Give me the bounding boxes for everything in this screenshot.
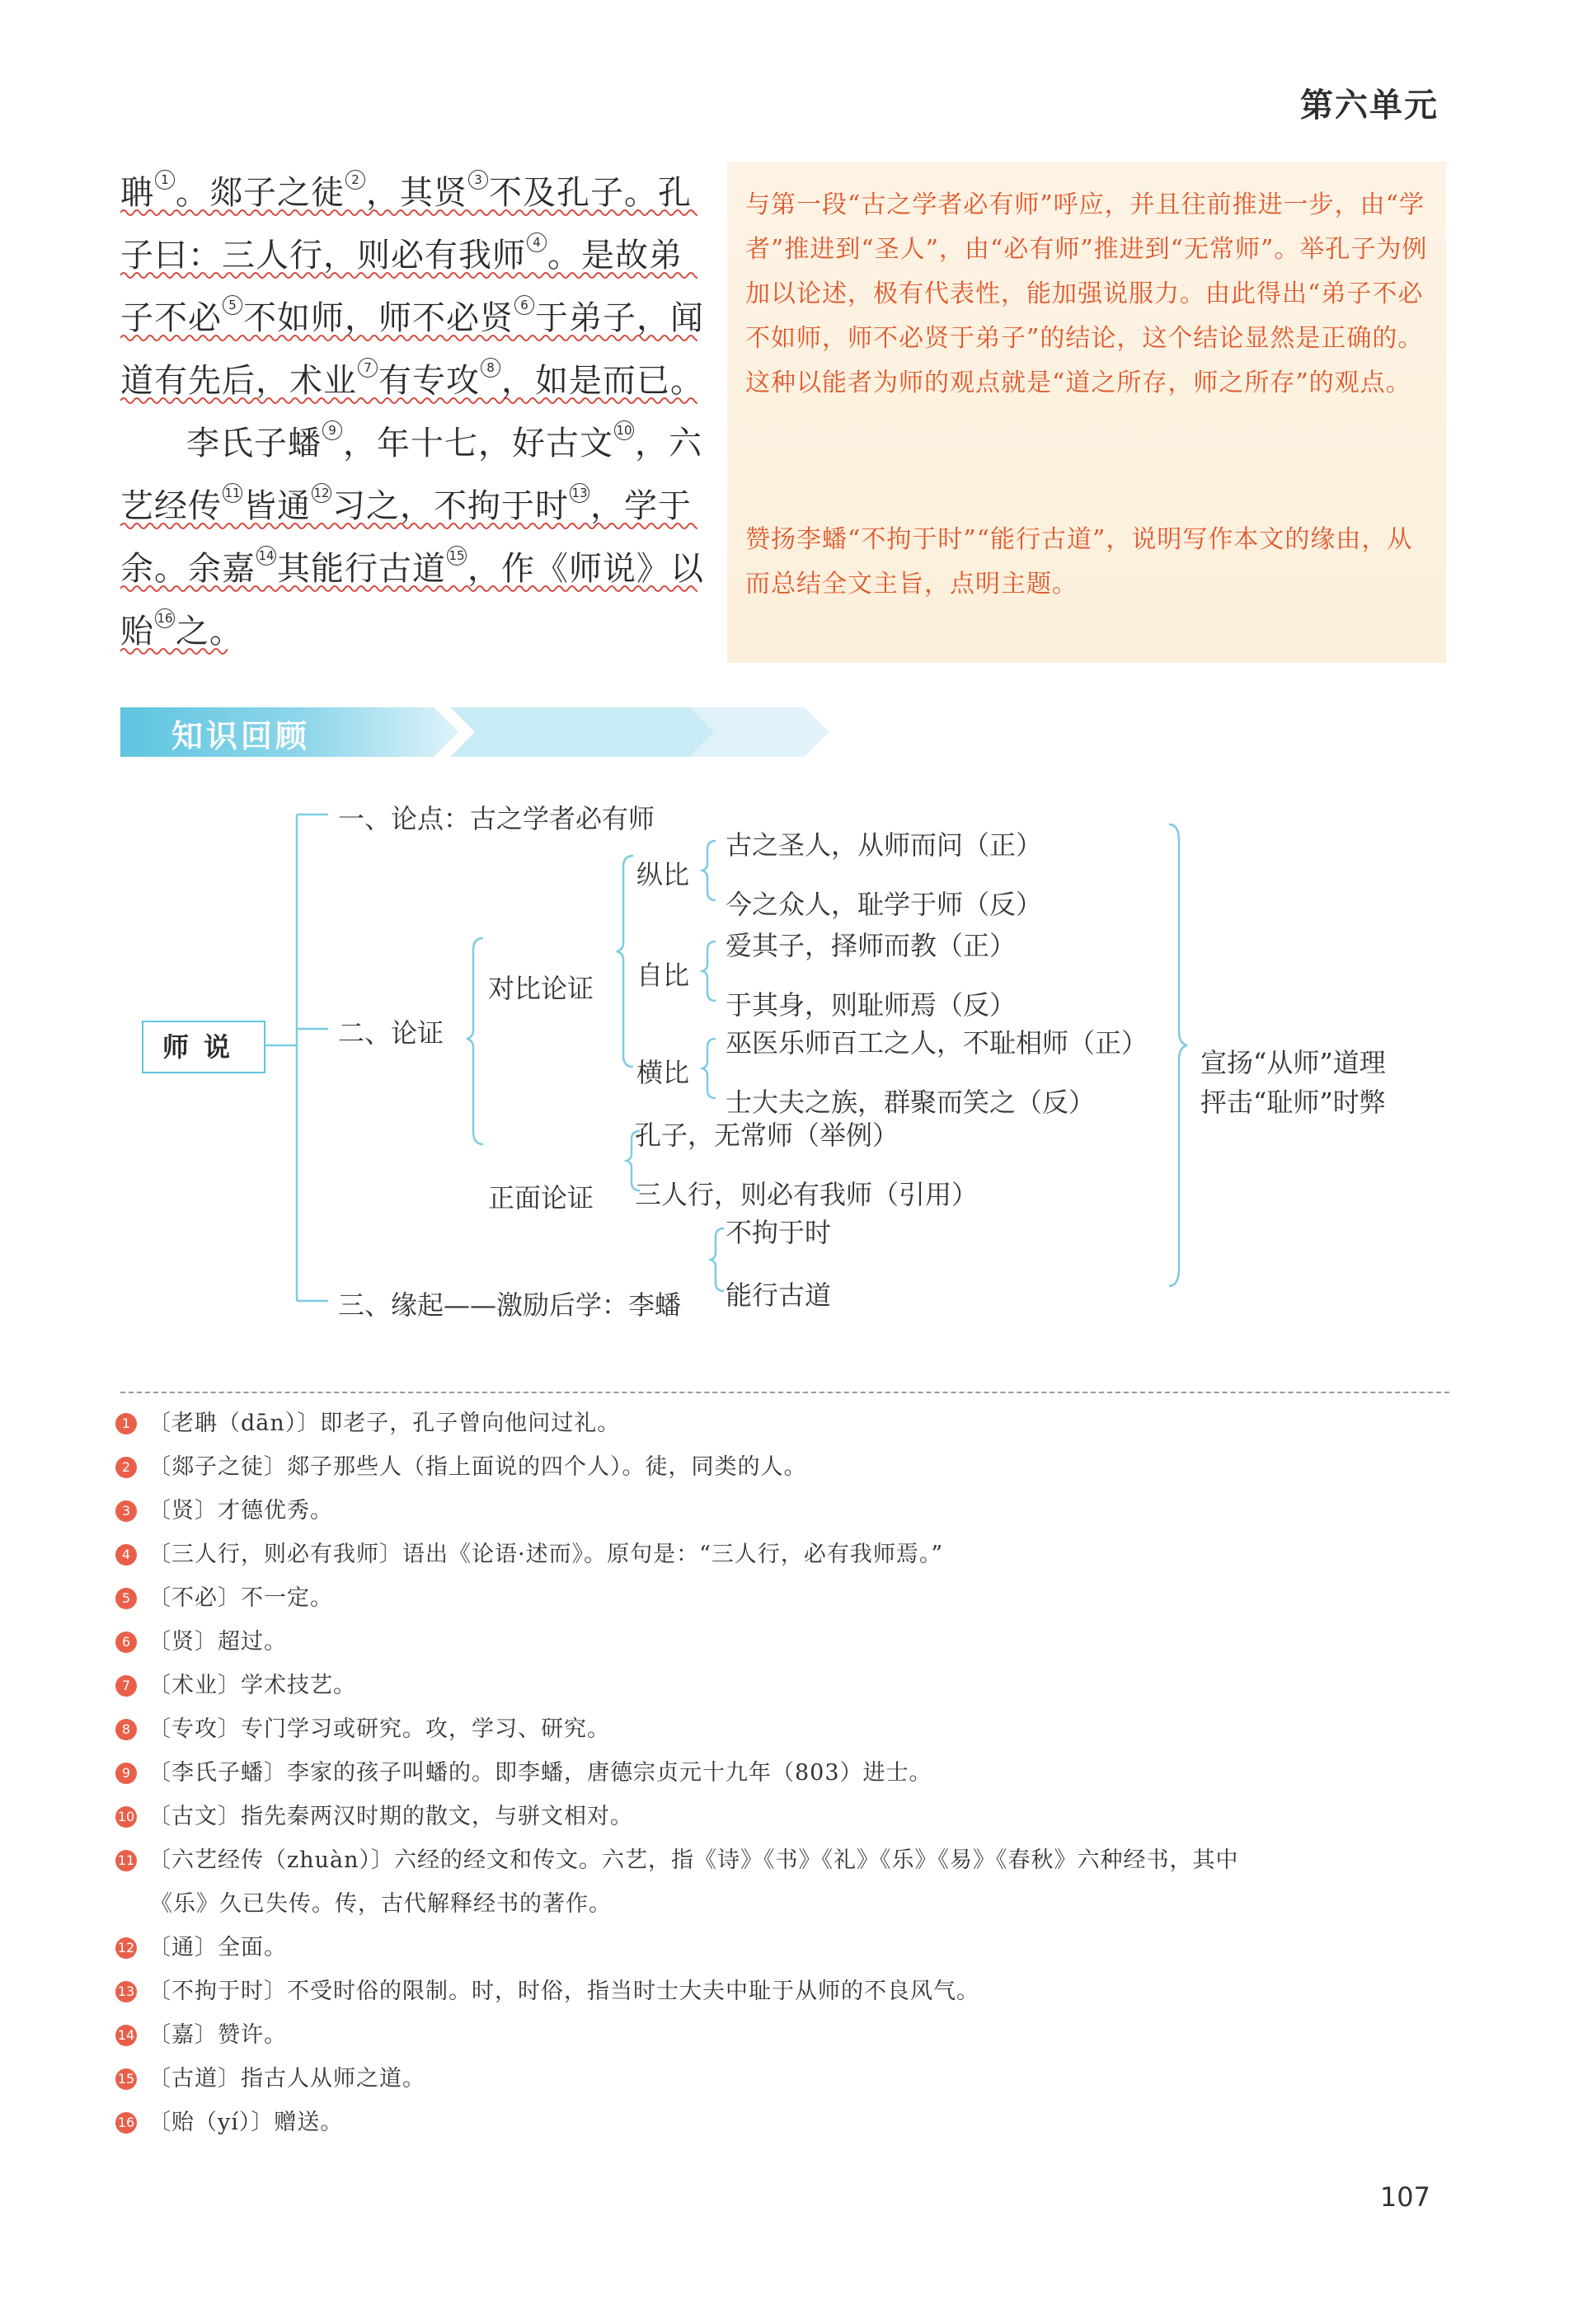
branch-argument: 二、论证	[338, 1017, 444, 1049]
footnote-number: 5	[115, 1588, 137, 1609]
section-title: 知识回顾	[171, 718, 311, 754]
text-segment: 艺经传	[120, 487, 222, 525]
leaf-zongbi-1: 古之圣人，从师而问（正）	[726, 829, 1043, 861]
footnote-item	[115, 1401, 1459, 1445]
text-segment: 不及孔子。孔	[489, 174, 692, 212]
footnote-marker[interactable]: 7	[358, 358, 378, 378]
branch-thesis: 一、论点：古之学者必有师	[338, 803, 655, 834]
node-positive: 正面论证	[488, 1182, 594, 1214]
footnote-continuation: 《乐》久已失传。传，古代解释经书的著作。	[150, 1891, 612, 1917]
text-segment: 不如师，师不必贤	[243, 299, 514, 337]
unit-title: 第六单元	[1300, 87, 1439, 124]
footnote-marker[interactable]: 11	[223, 483, 242, 503]
footnote-text: 〔六艺经传（zhuàn）〕六经的经文和传文。六艺，指《诗》《书》《礼》《乐》《易》《春秋》六种经书，其中	[148, 1847, 1239, 1873]
footnotes	[115, 1401, 1459, 2144]
node-zibi: 自比	[636, 960, 690, 991]
leaf-origin-1: 不拘于时	[726, 1217, 832, 1248]
footnote-number: 8	[115, 1719, 137, 1740]
text-line	[120, 287, 704, 350]
wavy-underline	[120, 521, 697, 531]
wavy-underline	[120, 333, 697, 343]
text-segment: 子不必	[120, 299, 222, 337]
text-line	[120, 350, 704, 412]
footnote-text: 〔三人行，则必有我师〕语出《论语·述而》。原句是：“三人行，必有我师焉。”	[148, 1542, 944, 1567]
text-segment: 。郯子之徒	[176, 174, 345, 212]
footnote-number: 7	[115, 1675, 137, 1697]
footnote-marker[interactable]: 4	[527, 232, 547, 252]
footnote-separator	[120, 1392, 1449, 1393]
footnote-text: 〔贤〕超过。	[148, 1629, 287, 1655]
footnote-item	[115, 1576, 1459, 1620]
footnote-item	[115, 1533, 1459, 1576]
footnote-text: 〔通〕全面。	[148, 1935, 287, 1960]
footnote-text: 〔术业〕学术技艺。	[148, 1673, 356, 1698]
text-segment: 余。余嘉	[120, 550, 256, 588]
footnote-number: 12	[115, 1937, 137, 1959]
wavy-underline	[120, 646, 228, 656]
wavy-underline	[120, 208, 697, 218]
footnote-marker[interactable]: 2	[345, 170, 365, 190]
text-segment: ，六	[635, 425, 702, 462]
node-contrast: 对比论证	[488, 973, 594, 1004]
text-segment: 习之，不拘于时	[332, 487, 569, 525]
text-segment: 之。	[176, 613, 243, 650]
footnote-text: 〔不必〕不一定。	[148, 1585, 333, 1611]
footnote-number: 6	[115, 1631, 137, 1653]
wavy-underline	[120, 396, 697, 406]
mind-map-root	[142, 1021, 265, 1073]
leaf-hengbi-1: 巫医乐师百工之人，不耻相师（正）	[726, 1027, 1148, 1059]
text-segment: ，其贤	[366, 174, 467, 212]
text-segment: 李氏子蟠	[186, 425, 322, 462]
footnote-number: 10	[115, 1806, 137, 1828]
text-line-content	[186, 412, 702, 475]
footnote-marker[interactable]: 3	[468, 170, 488, 190]
footnote-item	[115, 1795, 1459, 1838]
footnote-text: 〔老聃（dān）〕即老子，孔子曾向他问过礼。	[148, 1411, 621, 1436]
footnote-number: 4	[115, 1544, 137, 1566]
conclusion-2: 抨击“耻师”时弊	[1200, 1087, 1386, 1118]
footnote-text: 〔郯子之徒〕郯子那些人（指上面说的四个人）。徒，同类的人。	[148, 1454, 807, 1480]
footnote-item	[115, 1489, 1459, 1533]
footnote-number: 9	[115, 1763, 137, 1784]
wavy-underline	[120, 270, 697, 280]
annotation-1: 与第一段“古之学者必有师”呼应，并且往前推进一步，由“学者”推进到“圣人”，由“必有师”推进到“无常师”。举孔子为例加以论述，极有代表性，能加强说服力。由此得出“弟子不必不如师，师不必贤于弟子”的结论，这个结论显然是正确的。这种以能者为师的观点就是“道之所存，师之所存”的观点。	[745, 190, 1428, 397]
footnote-text: 〔贤〕才德优秀。	[148, 1498, 333, 1524]
leaf-positive-1: 孔子，无常师（举例）	[635, 1120, 899, 1151]
footnote-item	[115, 2013, 1459, 2057]
text-line	[120, 475, 697, 538]
text-line	[120, 412, 702, 475]
footnote-item	[115, 2101, 1459, 2144]
footnote-item	[115, 1445, 1459, 1489]
node-hengbi: 横比	[636, 1057, 690, 1088]
footnote-marker[interactable]: 12	[312, 483, 331, 503]
footnote-marker[interactable]: 13	[570, 483, 589, 503]
footnote-text: 〔不拘于时〕不受时俗的限制。时，时俗，指当时士大夫中耻于从师的不良风气。	[148, 1979, 979, 2004]
text-line	[120, 600, 697, 663]
footnote-marker[interactable]: 14	[256, 546, 276, 566]
text-segment: 于弟子，闻	[535, 299, 704, 337]
footnote-number: 11	[115, 1850, 137, 1871]
text-segment: ，如是而已。	[501, 362, 704, 400]
leaf-zibi-2: 于其身，则耻师焉（反）	[726, 989, 1017, 1021]
text-segment: 聃	[120, 174, 154, 212]
footnote-marker[interactable]: 16	[155, 608, 175, 628]
footnote-number: 16	[115, 2112, 137, 2134]
text-segment: 有专攻	[378, 362, 480, 400]
text-segment: ，学于	[590, 487, 692, 525]
leaf-positive-2: 三人行，则必有我师（引用）	[635, 1179, 979, 1210]
branch-origin: 三、缘起——激励后学：李蟠	[338, 1289, 682, 1321]
text-segment: 贻	[120, 613, 154, 650]
footnote-marker[interactable]: 5	[223, 295, 242, 315]
footnote-item	[115, 1751, 1459, 1795]
footnote-marker[interactable]: 15	[447, 546, 467, 566]
conclusion-1: 宣扬“从师”道理	[1200, 1047, 1386, 1078]
footnote-marker[interactable]: 6	[514, 295, 534, 315]
footnote-number: 15	[115, 2068, 137, 2090]
footnote-number: 2	[115, 1457, 137, 1478]
footnote-marker[interactable]: 8	[481, 358, 500, 378]
footnote-number: 13	[115, 1981, 137, 2002]
annotation-box	[727, 162, 1446, 663]
footnote-number: 3	[115, 1500, 137, 1522]
text-segment: ，作《师说》以	[467, 550, 704, 588]
text-segment: 。是故弟	[547, 237, 683, 275]
text-segment: 子曰：三人行，则必有我师	[120, 237, 526, 275]
footnote-item	[115, 1970, 1459, 2013]
footnote-text: 〔嘉〕赞许。	[148, 2022, 287, 2048]
text-line	[120, 162, 697, 224]
footnote-text: 〔古文〕指先秦两汉时期的散文，与骈文相对。	[148, 1804, 633, 1829]
text-segment: ，年十七，好古文	[343, 425, 613, 462]
root-label: 师说	[162, 1031, 245, 1063]
footnote-item	[115, 2057, 1459, 2101]
text-segment: 其能行古道	[277, 550, 446, 588]
footnote-marker[interactable]: 1	[155, 170, 175, 190]
leaf-hengbi-2: 士大夫之族，群聚而笑之（反）	[726, 1087, 1096, 1118]
footnote-text: 〔古道〕指古人从师之道。	[148, 2066, 425, 2092]
wavy-underline	[120, 584, 697, 594]
footnote-marker[interactable]: 10	[614, 420, 634, 440]
page-number: 107	[1379, 2181, 1430, 2213]
footnote-number: 1	[115, 1413, 137, 1434]
annotation-2: 赞扬李蟠“不拘于时”“能行古道”，说明写作本文的缘由，从而总结全文主旨，点明主题。	[745, 525, 1413, 599]
text-line	[120, 224, 697, 287]
node-zongbi: 纵比	[636, 859, 690, 890]
text-segment: 道有先后，术业	[120, 362, 357, 400]
footnote-text: 〔专攻〕专门学习或研究。攻，学习、研究。	[148, 1716, 610, 1742]
text-segment: 皆通	[243, 487, 311, 525]
mind-map	[0, 791, 1592, 1369]
footnote-item	[115, 1664, 1459, 1707]
main-text	[120, 162, 704, 663]
leaf-zibi-1: 爱其子，择师而教（正）	[726, 930, 1017, 961]
footnote-item	[115, 1838, 1459, 1882]
leaf-zongbi-2: 今之众人，耻学于师（反）	[726, 889, 1043, 920]
text-line	[120, 538, 704, 600]
footnote-item	[115, 1926, 1459, 1970]
footnote-number: 14	[115, 2025, 137, 2046]
footnote-item	[115, 1707, 1459, 1751]
footnote-text: 〔贻（yí）〕赠送。	[148, 2110, 344, 2135]
leaf-origin-2: 能行古道	[726, 1279, 832, 1311]
footnote-marker[interactable]: 9	[322, 420, 342, 440]
footnote-text: 〔李氏子蟠〕李家的孩子叫蟠的。即李蟠，唐德宗贞元十九年（803）进士。	[148, 1760, 932, 1786]
footnote-item	[115, 1620, 1459, 1664]
